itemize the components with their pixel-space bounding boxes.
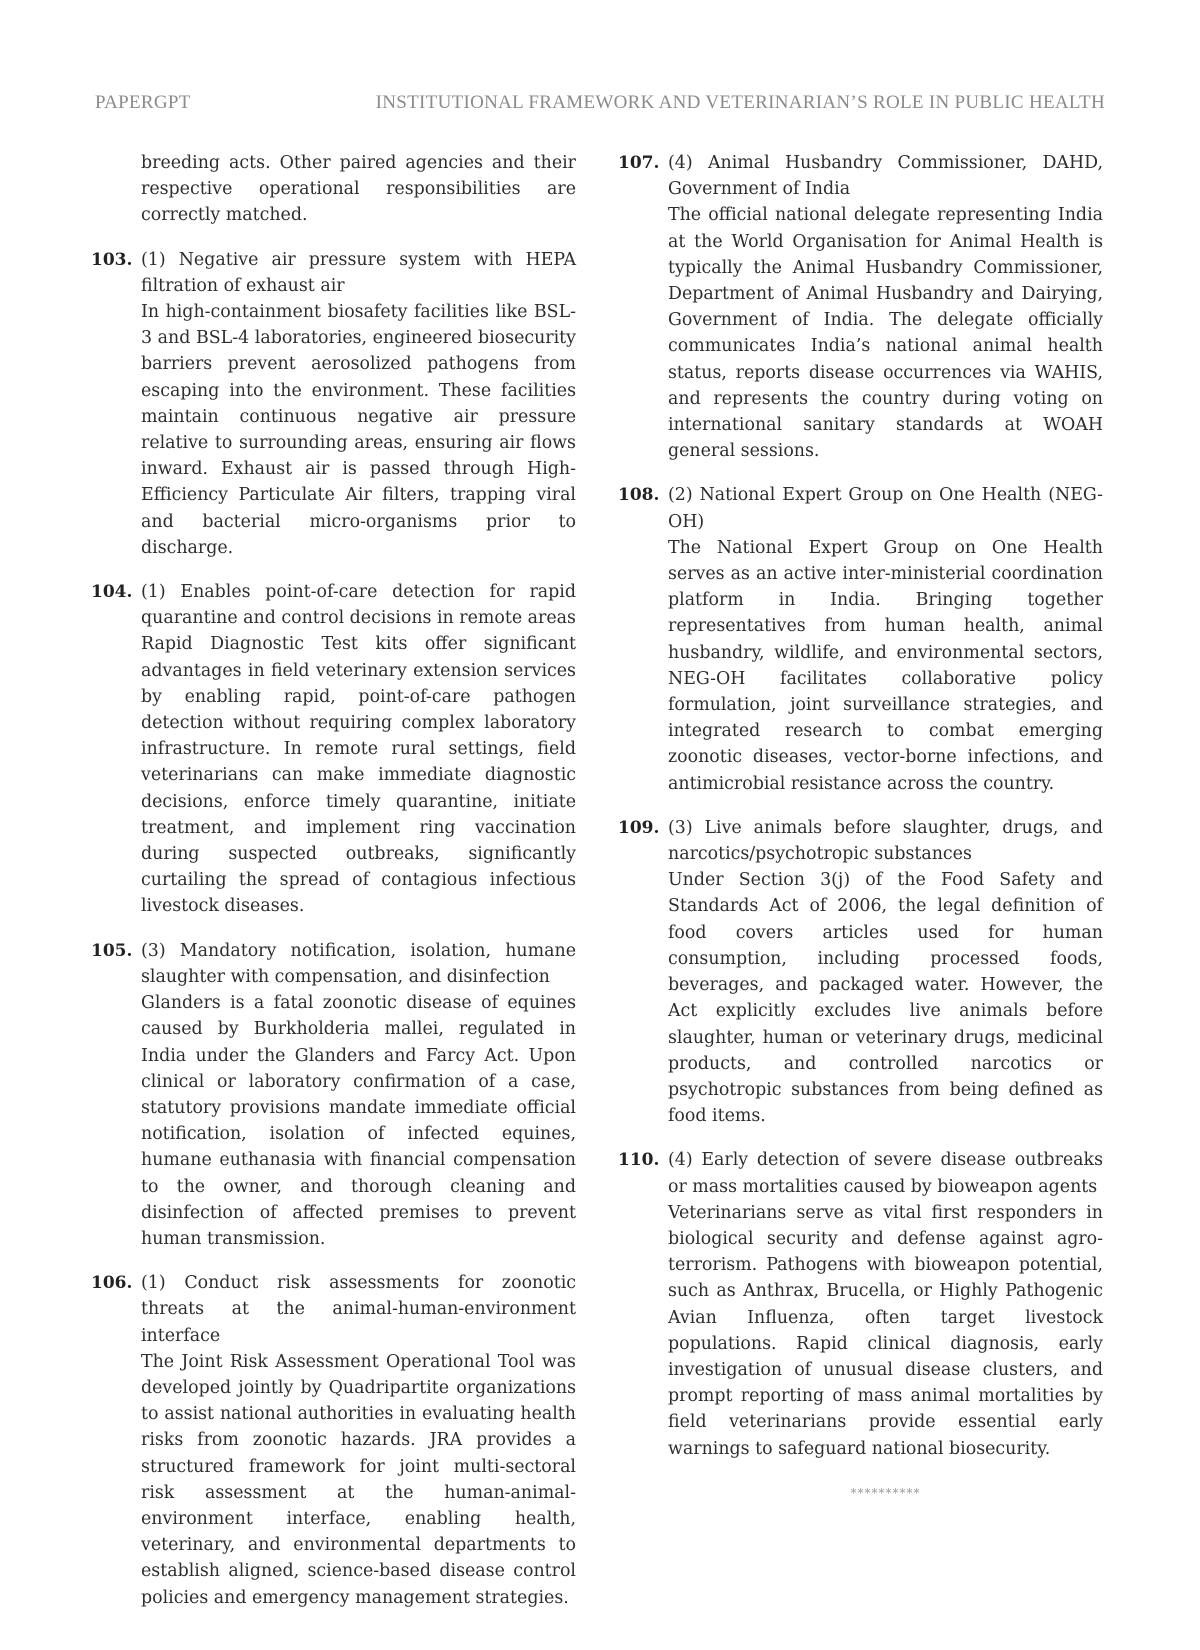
right-column [618, 150, 1103, 1506]
end-of-section-marker: ********** [850, 1485, 921, 1500]
answer-text: (3) Mandatory notification, isolation, humane slaughter with compensation, and disinfection [141, 940, 576, 987]
answer-text: (3) Live animals before slaughter, drugs, and narcotics/psychotropic substances [668, 817, 1103, 865]
explanation-text: Rapid Diagnostic Test kits offer significant advantages in field veterinary extension services by enabling rapid, point-of-care pathogen detection without requiring complex laboratory infrastructure. In remote rural settings, field veterinarians can make immediate diagnostic decisions, enforce timely quarantine, initiate treatment, and implement ring vaccination during suspected outbreaks, significantly curtailing the spread of contagious infectious livestock diseases. [141, 634, 576, 917]
question-number: 105. [91, 940, 133, 961]
explanation-text: The Joint Risk Assessment Operational Tool was developed jointly by Quadripartite organizations to assist national authorities in evaluating health risks from zoonotic hazards. JRA provides a structured framework for joint multi-sectoral risk assessment at the human-animal-environment interface, enabling health, veterinary, and environmental departments to establish aligned, science-based disease control policies and emergency management strategies. [141, 1351, 576, 1608]
question-108 [618, 482, 1103, 796]
explanation-text: In high-containment biosafety facilities like BSL-3 and BSL-4 laboratories, engineered biosecurity barriers prevent aerosolized pathogens from escaping into the environment. These facilities maintain continuous negative air pressure relative to surrounding areas, ensuring air flows inward. Exhaust air is passed through High-Efficiency Particulate Air filters, trapping viral and bacterial micro-organisms prior to discharge. [141, 302, 576, 558]
explanation-text: The National Expert Group on One Health serves as an active inter-ministerial coordination platform in India. Bringing together representatives from human health, animal husbandry, wildlife, and environmental sectors, NEG-OH facilitates collaborative policy formulation, joint surveillance strategies, and integrated research to combat emerging zoonotic diseases, vector-borne infections, and antimicrobial resistance across the country. [668, 537, 1103, 794]
explanation-text: Glanders is a fatal zoonotic disease of equines caused by Burkholderia mallei, regulated in India under the Glanders and Farcy Act. Upon clinical or laboratory confirmation of a case, statutory provisions mandate immediate official notification, isolation of infected equines, humane euthanasia with financial compensation to the owner, and thorough cleaning and disinfection of affected premises to prevent human transmission. [141, 993, 576, 1249]
header-brand: PAPERGPT [95, 92, 191, 113]
question-number: 108. [618, 485, 660, 506]
answer-text: (4) Animal Husbandry Commissioner, DAHD, Government of India [668, 153, 1103, 200]
question-110 [618, 1147, 1103, 1461]
question-106 [91, 1270, 576, 1611]
question-105 [91, 938, 576, 1252]
question-103 [91, 247, 576, 561]
answer-text: (2) National Expert Group on One Health (NEG-OH) [668, 485, 1103, 532]
answer-text: (1) Enables point-of-care detection for rapid quarantine and control decisions in remote areas [141, 582, 576, 629]
question-107 [618, 150, 1103, 464]
header-chapter-title: INSTITUTIONAL FRAMEWORK AND VETERINARIAN’S ROLE IN PUBLIC HEALTH [375, 92, 1105, 113]
explanation-text: Under Section 3(j) of the Food Safety and Standards Act of 2006, the legal definition of food covers articles used for human consumption, including processed foods, beverages, and packaged water. However, the Act explicitly excludes live animals before slaughter, human or veterinary drugs, medicinal products, and controlled narcotics or psychotropic substances from being defined as food items. [668, 870, 1103, 1127]
explanation-text: The official national delegate representing India at the World Organisation for Animal Health is typically the Animal Husbandry Commissioner, Department of Animal Husbandry and Dairying, Government of India. The delegate officially communicates India’s national animal health status, reports disease occurrences via WAHIS, and represents the country during voting on international sanitary standards at WOAH general sessions. [668, 205, 1103, 462]
answer-text: (1) Negative air pressure system with HEPA filtration of exhaust air [141, 249, 576, 296]
explanation-text: Veterinarians serve as vital first responders in biological security and defense against agro-terrorism. Pathogens with bioweapon potential, such as Anthrax, Brucella, or Highly Pathogenic Avian Influenza, often target livestock populations. Rapid clinical diagnosis, early investigation of unusual disease clusters, and prompt reporting of mass animal mortalities by field veterinarians provide essential early warnings to safeguard national biosecurity. [668, 1202, 1103, 1459]
left-column [91, 150, 576, 1629]
running-header [95, 92, 1105, 116]
question-number: 109. [618, 817, 660, 838]
question-104 [91, 579, 576, 920]
question-number: 106. [91, 1273, 133, 1294]
continued-paragraph: breeding acts. Other paired agencies and their respective operational responsibilities are correctly matched. [141, 153, 576, 226]
question-number: 104. [91, 582, 133, 603]
answer-text: (1) Conduct risk assessments for zoonotic threats at the animal-human-environment interface [141, 1273, 576, 1346]
question-number: 103. [91, 249, 133, 270]
answer-text: (4) Early detection of severe disease outbreaks or mass mortalities caused by bioweapon agents [668, 1150, 1103, 1197]
question-number: 110. [618, 1150, 660, 1171]
question-109 [618, 815, 1103, 1129]
question-number: 107. [618, 153, 660, 173]
